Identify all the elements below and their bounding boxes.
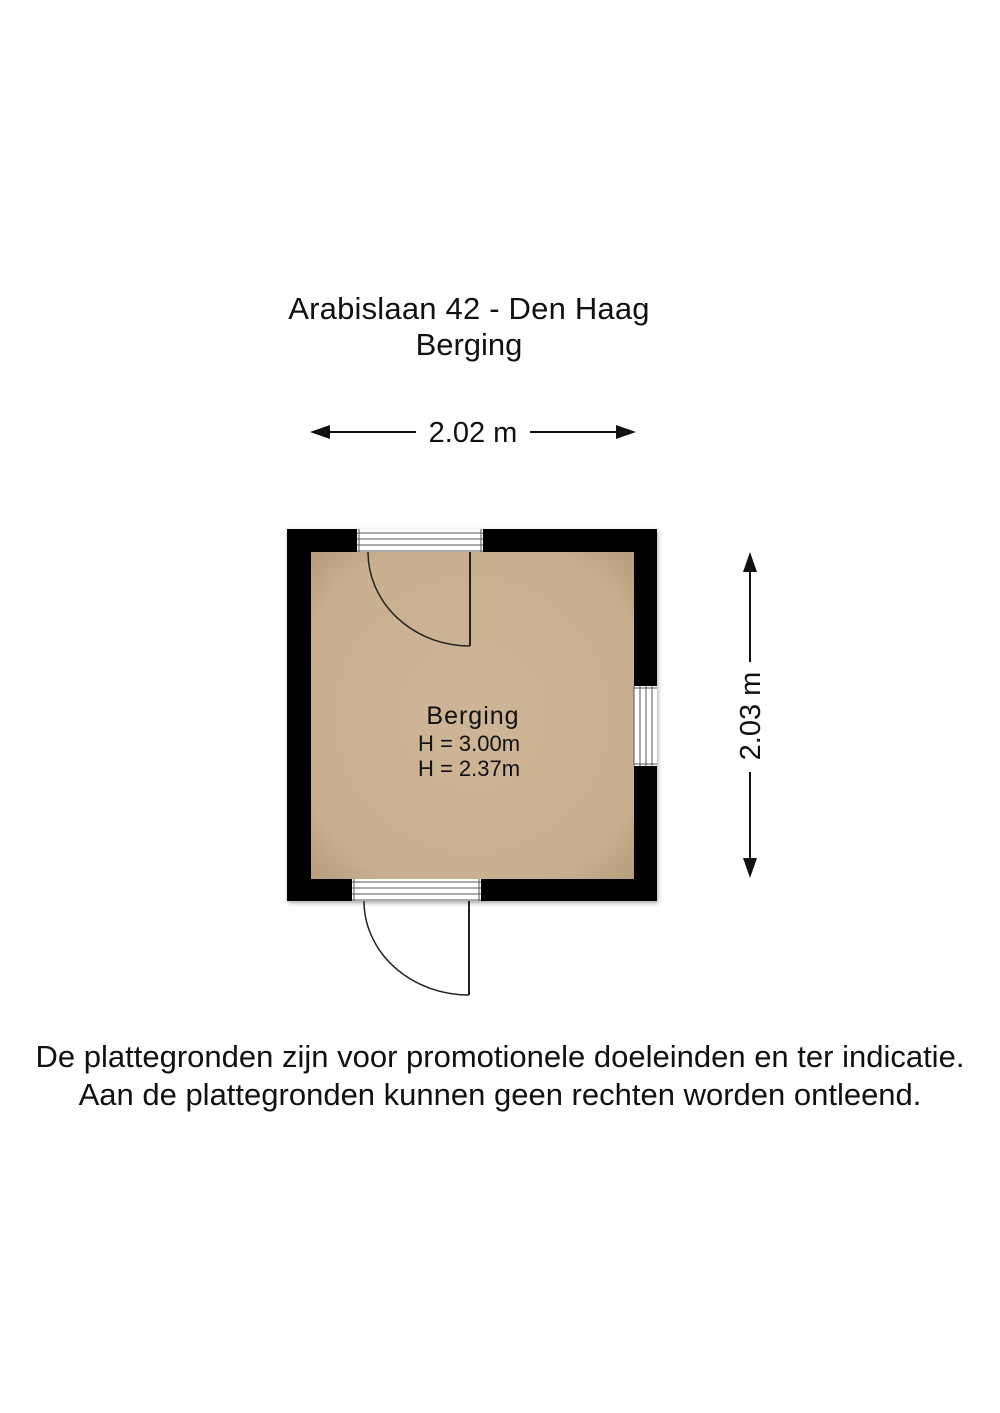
bottom-door — [352, 879, 481, 995]
disclaimer-line-2: Aan de plattegronden kunnen geen rechten worden ontleend. — [78, 1077, 922, 1112]
plan-address-title: Arabislaan 42 - Den Haag — [288, 291, 650, 326]
room-height-label-1: H = 3.00m — [417, 731, 521, 756]
disclaimer — [0, 1038, 1000, 1114]
right-window — [634, 686, 657, 766]
depth-dimension-label: 2.03 m — [735, 671, 767, 761]
disclaimer-line-1: De plattegronden zijn voor promotionele doeleinden en ter indicatie. — [35, 1039, 965, 1074]
plan-floor-subtitle: Berging — [415, 327, 523, 362]
depth-dimension-line — [735, 552, 767, 878]
room-height-label-2: H = 2.37m — [417, 756, 521, 781]
room-name-label: Berging — [426, 702, 520, 730]
width-dimension-line — [310, 417, 636, 449]
width-dimension-label: 2.02 m — [428, 417, 518, 449]
